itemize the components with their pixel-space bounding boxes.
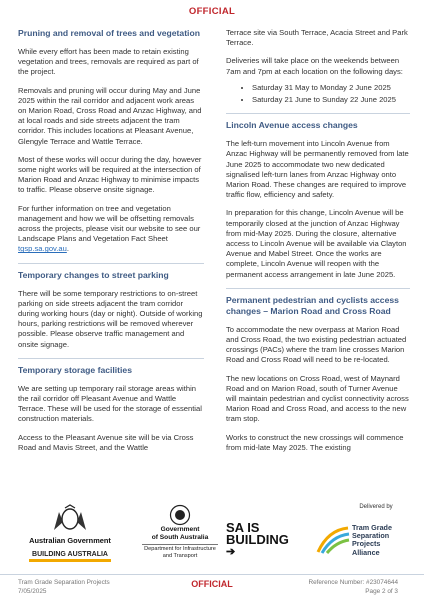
classification-header: OFFICIAL: [188, 6, 236, 17]
storage-heading: Temporary storage facilities: [18, 364, 132, 375]
arrow-right-icon: ➔: [226, 546, 236, 558]
parking-paragraph: There will be some temporary restrictions to on-street parking on side streets adjacent the tram corridor during working hours (day or night). Outside of working hours, parking restrictions will be removed wherever possible. Please observe traffic management and onsite signage.: [18, 288, 203, 349]
crossing-paragraph-1: To accommodate the new overpass at Marion Road and Cross Road, the two existing pedestrian actuated crossings (PACs) where the tram line crosses Marion Road and Cross Road will need to be re-located.: [226, 324, 407, 365]
lincoln-paragraph-1: The left-turn movement into Lincoln Avenue from Anzac Highway will be permanently removed from late June 2025 to accommodate two new dedicated signalised left-turn lanes from Anzac Highway onto Marion Road. These changes are required to improve traffic flow, efficiency and safety.: [226, 139, 409, 200]
delivered-by-text: Delivered by: [359, 504, 393, 510]
coat-of-arms-icon: [49, 504, 91, 534]
alliance-swoosh-icon: [316, 526, 350, 554]
lincoln-paragraph-2: In preparation for this change, Lincoln Avenue will be temporarily closed at the junction of Anzac Highway from mid-May 2025. During the closure, alternative access to Lincoln Avenue will be available via Clayton Avenue and Mabel Street. Once the works are complete, Lincoln Avenue will reopen with the permanent access arrangement in late June 2025.: [226, 208, 407, 279]
alliance-line-2: Separation: [352, 531, 390, 541]
australian-government-text: Australian Government: [29, 536, 111, 545]
project-name: Tram Grade Separation Projects: [18, 579, 110, 586]
partner-logos: [0, 504, 424, 570]
storage-paragraph-2: Access to the Pleasant Avenue site will be via Cross Road and Mavis Street, and the Wattle: [18, 432, 194, 452]
department-name: Department for Infrastructure and Transport: [142, 544, 218, 560]
classification-footer: OFFICIAL: [191, 579, 233, 589]
building-australia-text: BUILDING AUSTRALIA: [29, 551, 111, 562]
deliveries-paragraph: Deliveries will take place on the weekends between 7am and 7pm at each location on the following days:: [226, 56, 403, 76]
tgsp-alliance-logo: [306, 504, 416, 557]
sa-government-line-2: of South Australia: [151, 534, 209, 541]
lincoln-heading: Lincoln Avenue access changes: [226, 120, 358, 131]
pruning-paragraph-4-text: For further information on tree and vegetation management and how we will be offsetting removals across the projects, please visit our website to see our Landscape Plans and Vegetation Fact Sheet: [18, 203, 201, 244]
page-number: Page 2 of 3: [365, 588, 398, 595]
crossing-paragraph-2: The new locations on Cross Road, west of Maynard Road and on Marion Road, south of Turner Avenue will maintain pedestrian and cyclist connectivity across Marion Road and Cross Road, and access to the new tram stop.: [226, 373, 409, 424]
right-column: [226, 28, 410, 461]
section-divider: [18, 358, 204, 359]
sa-government-logo: [142, 504, 218, 560]
alliance-line-3: Projects: [352, 539, 381, 549]
parking-heading: Temporary changes to street parking: [18, 269, 169, 280]
pruning-paragraph-3: Most of these works will occur during the day, however some night works will be required at the intersection of Marion Road and Anzac Highway to minimise impacts to traffic. Please observe onsite signage.: [18, 154, 202, 195]
pruning-heading: Pruning and removal of trees and vegetation: [18, 28, 200, 38]
section-divider: [226, 288, 410, 289]
crossing-heading: Permanent pedestrian and cyclists access changes – Marion Road and Cross Road: [226, 294, 399, 316]
left-column: [18, 28, 204, 461]
page-footer: [0, 574, 424, 601]
section-divider: [226, 113, 410, 114]
section-divider: [18, 263, 204, 264]
storage-paragraph-1: We are setting up temporary rail storage areas within the rail corridor off Pleasant Avenue and Wattle Terrace. These will be used for the storage of essential construction materials.: [18, 383, 202, 424]
list-item: • Saturday 21 June to Sunday 22 June 2025: [252, 95, 410, 105]
website-link[interactable]: tgsp.sa.gov.au: [18, 244, 67, 254]
list-item: • Saturday 31 May to Monday 2 June 2025: [252, 83, 410, 93]
australian-government-logo: [20, 504, 120, 562]
pruning-paragraph-4: For further information on tree and vegetation management and how we will be offsetting removals across the projects, please visit our website to see our Landscape Plans and Vegetation Fact Sheet tgsp.sa.gov.au.: [18, 203, 201, 254]
crossing-paragraph-3: Works to construct the new crossings will commence from mid-late May 2025. The existing: [226, 432, 404, 452]
pruning-paragraph-1: While every effort has been made to retain existing vegetation and trees, removals are required as part of the project.: [18, 47, 199, 77]
storage-paragraph-2-continued: Terrace site via South Terrace, Acacia Street and Park Terrace.: [226, 28, 408, 48]
pruning-paragraph-2: Removals and pruning will occur during May and June 2025 within the rail corridor and adjacent work areas on Marion Road, Cross Road and Anzac Highway, and at local roads and side streets adjacent the tram corridor. This includes locations at Pleasant Avenue, Glengyle Terrace and Wattle Terrace.: [18, 85, 202, 146]
document-date: 7/05/2025: [18, 588, 47, 595]
sa-is-building-line-2: BUILDING: [226, 532, 289, 547]
sa-is-building-logo: [226, 520, 289, 558]
alliance-name: [352, 524, 392, 557]
sa-seal-icon: [169, 504, 191, 526]
sa-government-line-1: Government: [160, 526, 200, 533]
sa-is-building-line-1: SA IS: [226, 520, 260, 535]
alliance-line-4: Alliance: [352, 547, 380, 557]
delivery-days-list: [226, 83, 410, 105]
alliance-line-1: Tram Grade: [352, 523, 392, 532]
footer-right: [308, 578, 398, 596]
reference-number: Reference Number: #23074644: [308, 579, 398, 586]
